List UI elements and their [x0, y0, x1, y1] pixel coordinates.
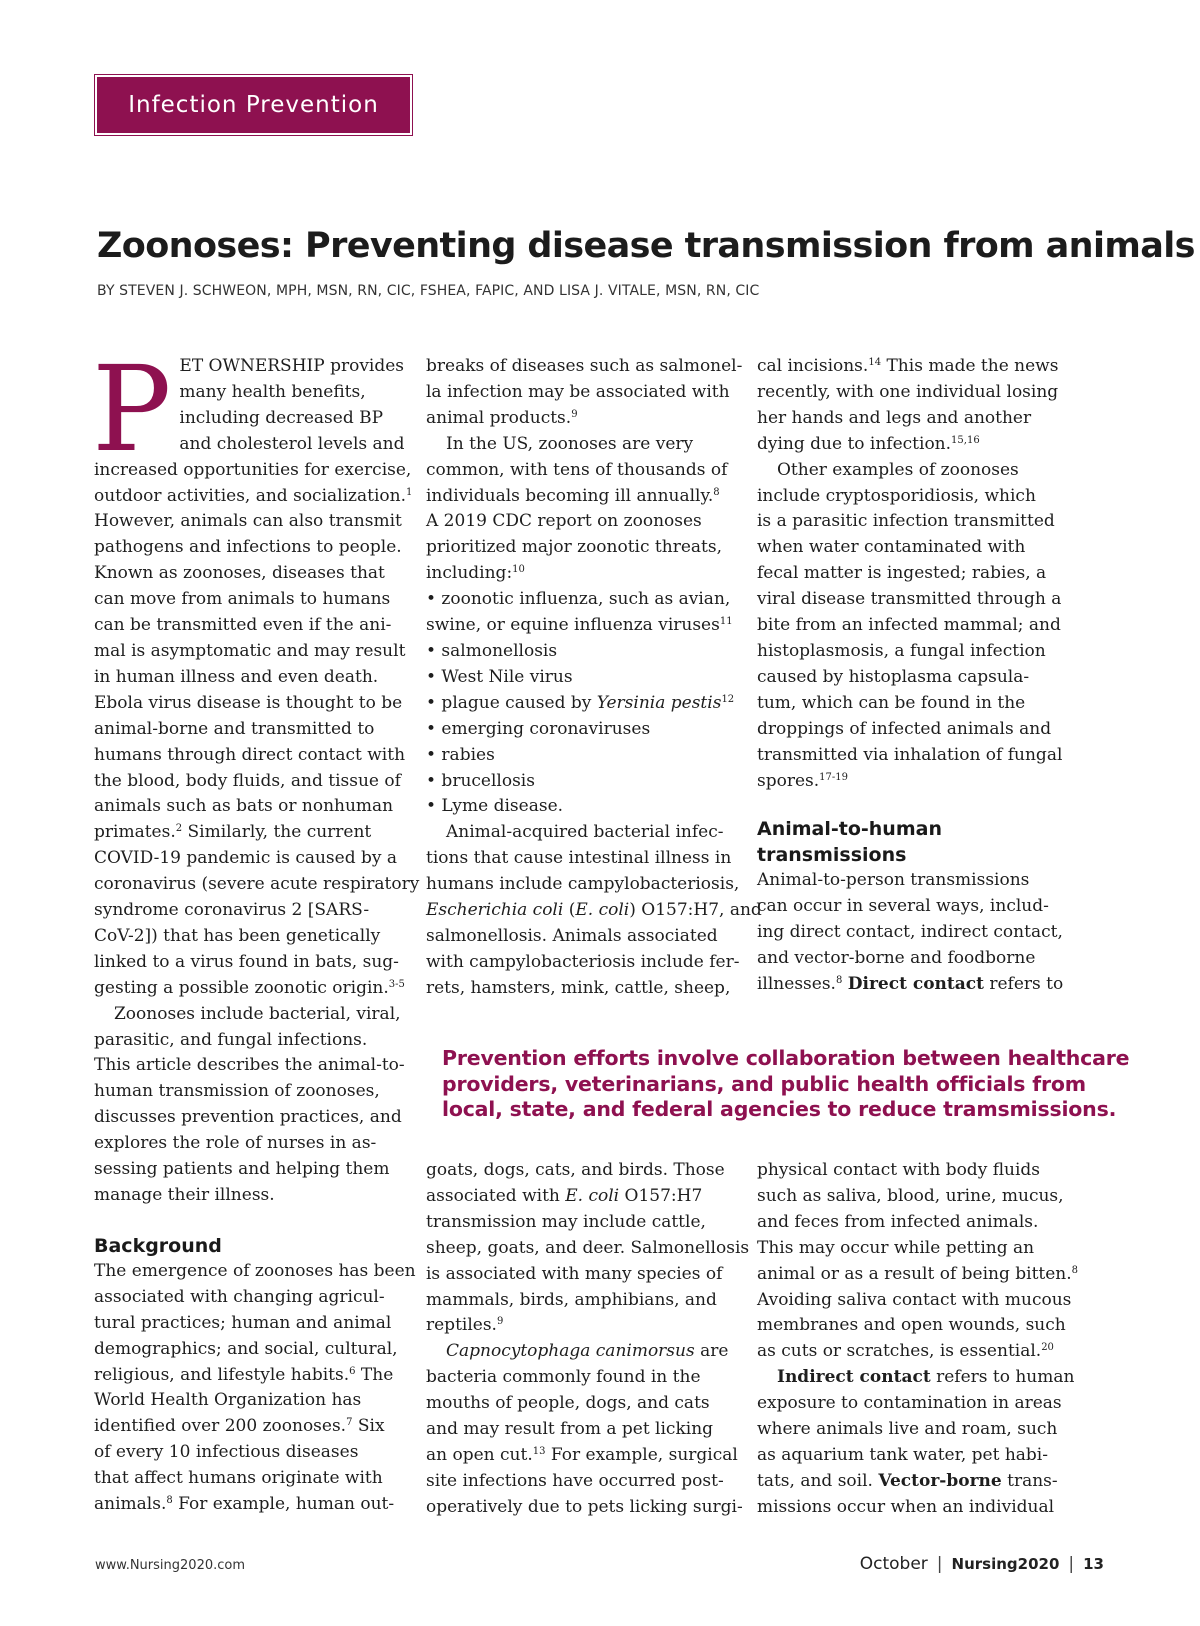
byline: BY STEVEN J. SCHWEON, MPH, MSN, RN, CIC, FSHEA, FAPIC, AND LISA J. VITALE, MSN, RN, CIC	[97, 283, 760, 299]
body-line: including:$^{10}$	[426, 563, 525, 584]
body-line: can be transmitted even if the ani-	[94, 615, 392, 636]
column-1	[92, 340, 420, 1518]
body-line: mouths of people, dogs, and cats	[426, 1393, 710, 1414]
body-line: humans through direct contact with	[94, 744, 406, 765]
body-line: exposure to contamination in areas	[757, 1393, 1062, 1414]
body-line: tions that cause intestinal illness in	[426, 848, 732, 869]
list-item: • emerging coronaviruses	[426, 718, 651, 739]
body-line: demographics; and social, cultural,	[94, 1338, 398, 1359]
body-line: sessing patients and helping them	[94, 1159, 390, 1180]
body-line: Known as zoonoses, diseases that	[94, 563, 385, 584]
body-line: associated with E. coli O157:H7	[426, 1185, 703, 1206]
body-line: Indirect contact refers to human	[777, 1367, 1075, 1388]
body-line: ing direct contact, indirect contact,	[757, 922, 1063, 943]
body-line: membranes and open wounds, such	[757, 1315, 1066, 1336]
body-line: Animal-to-person transmissions	[757, 870, 1030, 891]
column-3	[757, 354, 1082, 998]
body-line: outdoor activities, and socialization.$^1$	[94, 485, 413, 506]
body-line: common, with tens of thousands of	[426, 459, 728, 480]
body-line: identified over 200 zoonoses.$^7$ Six	[94, 1416, 385, 1437]
body-line: This article describes the animal-to-	[94, 1055, 405, 1076]
body-line: The emergence of zoonoses has been	[94, 1260, 416, 1281]
footer-month: October	[859, 1554, 928, 1574]
body-line: is associated with many species of	[426, 1263, 723, 1284]
body-line: where animals live and roam, such	[757, 1419, 1058, 1440]
body-line: operatively due to pets licking surgi-	[426, 1496, 743, 1517]
body-line: can occur in several ways, includ-	[757, 896, 1049, 917]
list-item: • zoonotic influenza, such as avian,	[426, 589, 731, 610]
body-line: Other examples of zoonoses	[777, 459, 1019, 480]
list-item: • West Nile virus	[426, 666, 573, 687]
body-line: and may result from a pet licking	[426, 1419, 714, 1440]
footer-magazine: Nursing2020	[951, 1555, 1060, 1573]
body-line: This may occur while petting an	[757, 1237, 1035, 1258]
body-line: tural practices; human and animal	[94, 1312, 392, 1333]
body-line: an open cut.$^{13}$ For example, surgical	[426, 1444, 738, 1465]
body-line: site infections have occurred post-	[426, 1470, 724, 1491]
body-line: sheep, goats, and deer. Salmonellosis	[426, 1237, 750, 1258]
body-line: explores the role of nurses in as-	[94, 1133, 377, 1154]
column-5	[757, 1158, 1082, 1521]
column-4	[426, 1158, 751, 1521]
list-item: • salmonellosis	[426, 640, 558, 661]
body-line: manage their illness.	[94, 1185, 275, 1205]
body-line: la infection may be associated with	[426, 381, 730, 402]
body-line: that affect humans originate with	[94, 1468, 383, 1489]
body-line: when water contaminated with	[757, 537, 1026, 558]
body-line: with campylobacteriosis include fer-	[426, 951, 740, 972]
body-line: goats, dogs, cats, and birds. Those	[426, 1160, 725, 1180]
pull-quote-line: Prevention efforts involve collaboration between healthcare	[442, 1046, 1130, 1070]
body-line: as cuts or scratches, is essential.$^{20}$	[757, 1341, 1054, 1362]
list-item: swine, or equine influenza viruses$^{11}$	[426, 615, 733, 636]
body-line: discusses prevention practices, and	[94, 1107, 402, 1128]
body-line: associated with changing agricul-	[94, 1286, 385, 1307]
body-line: reptiles.$^9$	[426, 1315, 504, 1336]
body-line: of every 10 infectious diseases	[94, 1442, 359, 1463]
footer-separator: |	[936, 1554, 943, 1574]
footer-folio	[860, 1554, 1104, 1574]
list-item: • Lyme disease.	[426, 796, 564, 817]
body-line: COVID-19 pandemic is caused by a	[94, 848, 398, 869]
heading-background: Background	[94, 1234, 222, 1257]
body-line: include cryptosporidiosis, which	[757, 485, 1036, 506]
pull-quote	[442, 1046, 1130, 1123]
body-line: transmitted via inhalation of fungal	[757, 744, 1063, 765]
body-line: and cholesterol levels and	[179, 433, 405, 454]
body-line: syndrome coronavirus 2 [SARS-	[94, 900, 370, 921]
body-line: Escherichia coli (E. coli) O157:H7, and	[426, 900, 762, 921]
list-item: • rabies	[426, 744, 495, 765]
body-line: pathogens and infections to people.	[94, 537, 402, 558]
body-line: including decreased BP	[179, 407, 384, 428]
body-line: and feces from infected animals.	[757, 1211, 1039, 1232]
body-line: her hands and legs and another	[757, 407, 1032, 428]
list-item: • brucellosis	[426, 770, 535, 791]
body-line: transmission may include cattle,	[426, 1211, 706, 1232]
body-line: A 2019 CDC report on zoonoses	[426, 511, 702, 532]
body-line: primates.$^2$ Similarly, the current	[94, 822, 372, 843]
body-line: animal-borne and transmitted to	[94, 718, 375, 739]
section-label: Infection Prevention	[97, 77, 410, 133]
body-line: viral disease transmitted through a	[757, 589, 1062, 610]
body-line: and vector-borne and foodborne	[757, 948, 1036, 969]
body-line: animals.$^8$ For example, human out-	[94, 1494, 395, 1515]
body-line: prioritized major zoonotic threats,	[426, 537, 722, 558]
body-line: tats, and soil. Vector-borne trans-	[757, 1470, 1058, 1491]
body-line: Ebola virus disease is thought to be	[94, 692, 403, 713]
body-line: mammals, birds, amphibians, and	[426, 1289, 717, 1310]
list-item: • plague caused by Yersinia pestis$^{12}$	[426, 692, 735, 713]
body-line: missions occur when an individual	[757, 1496, 1055, 1517]
body-line: linked to a virus found in bats, sug-	[94, 951, 399, 972]
pull-quote-line: local, state, and federal agencies to reduce tramsmissions.	[442, 1097, 1117, 1121]
body-line: fecal matter is ingested; rabies, a	[757, 563, 1047, 584]
column-2	[426, 354, 762, 1002]
heading-transmissions: Animal-to-human transmissions	[757, 818, 942, 867]
body-line: individuals becoming ill annually.$^8$	[426, 485, 720, 506]
body-line: cal incisions.$^{14}$ This made the news	[757, 356, 1059, 376]
body-line: increased opportunities for exercise,	[94, 459, 412, 480]
body-line: illnesses.$^8$ Direct contact refers to	[757, 974, 1064, 995]
body-line: recently, with one individual losing	[757, 381, 1059, 402]
body-line: rets, hamsters, mink, cattle, sheep,	[426, 977, 731, 998]
body-line: In the US, zoonoses are very	[446, 433, 694, 454]
body-line: the blood, body fluids, and tissue of	[94, 770, 401, 791]
page-number: 13	[1083, 1555, 1104, 1573]
body-line: spores.$^{17-19}$	[757, 770, 848, 791]
body-line: Zoonoses include bacterial, viral,	[114, 1003, 401, 1024]
body-line: ET OWNERSHIP provides	[179, 356, 405, 376]
body-line: histoplasmosis, a fungal infection	[757, 640, 1046, 661]
body-line: However, animals can also transmit	[94, 511, 402, 532]
body-line: animal or as a result of being bitten.$^8$	[757, 1263, 1079, 1284]
body-line: World Health Organization has	[94, 1390, 362, 1411]
body-line: parasitic, and fungal infections.	[94, 1029, 368, 1050]
drop-cap: P	[92, 340, 172, 478]
body-line: tum, which can be found in the	[757, 692, 1026, 713]
body-line: many health benefits,	[179, 381, 366, 402]
body-line: Avoiding saliva contact with mucous	[757, 1289, 1072, 1310]
body-line: animals such as bats or nonhuman	[94, 796, 394, 817]
footer-separator: |	[1068, 1554, 1075, 1574]
body-line: CoV-2]) that has been genetically	[94, 925, 381, 946]
body-line: human transmission of zoonoses,	[94, 1081, 380, 1102]
body-line: dying due to infection.$^{15,16}$	[757, 433, 980, 454]
zoonotic-threats-list	[426, 587, 751, 820]
footer-website: www.Nursing2020.com	[95, 1558, 246, 1573]
body-line: as aquarium tank water, pet habi-	[757, 1444, 1048, 1465]
body-line: bite from an infected mammal; and	[757, 615, 1061, 636]
body-line: caused by histoplasma capsula-	[757, 666, 1030, 687]
article-title: Zoonoses: Preventing disease transmission from animals	[97, 226, 1195, 266]
body-line: animal products.$^9$	[426, 407, 578, 428]
body-line: mal is asymptomatic and may result	[94, 640, 406, 661]
body-line: Animal-acquired bacterial infec-	[446, 822, 724, 843]
body-line: physical contact with body fluids	[757, 1160, 1041, 1180]
body-line: in human illness and even death.	[94, 666, 379, 687]
body-line: salmonellosis. Animals associated	[426, 925, 718, 946]
body-line: is a parasitic infection transmitted	[757, 511, 1055, 532]
body-line: coronavirus (severe acute respiratory	[94, 874, 420, 895]
body-line: humans include campylobacteriosis,	[426, 874, 740, 895]
body-line: religious, and lifestyle habits.$^6$ The	[94, 1364, 394, 1385]
body-line: droppings of infected animals and	[757, 718, 1052, 739]
body-line: such as saliva, blood, urine, mucus,	[757, 1185, 1064, 1206]
body-line: breaks of diseases such as salmonel-	[426, 356, 743, 376]
body-line: can move from animals to humans	[94, 589, 391, 610]
body-line: Capnocytophaga canimorsus are	[446, 1341, 729, 1362]
body-line: bacteria commonly found in the	[426, 1367, 701, 1388]
body-line: gesting a possible zoonotic origin.$^{3-5}$	[94, 977, 405, 998]
pull-quote-line: providers, veterinarians, and public health officials from	[442, 1071, 1086, 1096]
